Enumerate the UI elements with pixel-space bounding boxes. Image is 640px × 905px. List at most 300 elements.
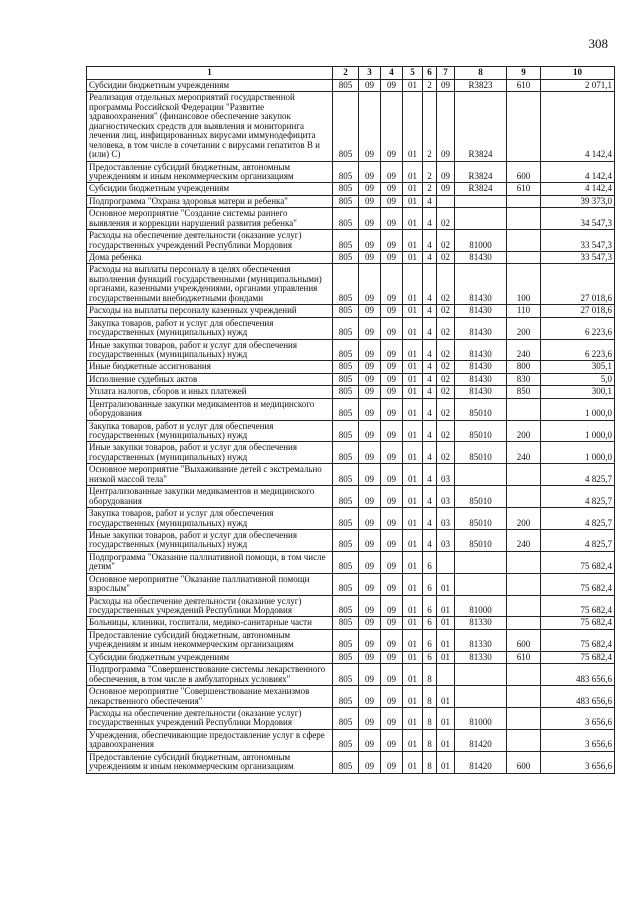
col-9-cell xyxy=(507,729,541,751)
row-name-cell: Иные закупки товаров, работ и услуг для обеспечения государственных (муниципальных) нужд xyxy=(87,339,333,361)
col-4-cell: 09 xyxy=(381,161,403,183)
col-6-cell: 4 xyxy=(423,386,437,398)
col-3-cell: 09 xyxy=(359,305,381,317)
col-2-cell: 805 xyxy=(333,729,359,751)
amount-cell: 483 656,6 xyxy=(541,686,615,708)
row-name-cell: Предоставление субсидий бюджетным, автономным учреждениям и иным некоммерческим организациям xyxy=(87,629,333,651)
col-7-cell: 02 xyxy=(437,442,455,464)
col-7-cell: 02 xyxy=(437,386,455,398)
table-row xyxy=(87,617,615,629)
col-6-cell: 8 xyxy=(423,707,437,729)
column-header: 4 xyxy=(381,67,403,80)
col-8-cell xyxy=(455,573,507,595)
col-9-cell: 830 xyxy=(507,373,541,385)
col-3-cell: 09 xyxy=(359,208,381,230)
amount-cell: 1 000,0 xyxy=(541,420,615,442)
col-8-cell: R3824 xyxy=(455,161,507,183)
col-4-cell: 09 xyxy=(381,486,403,508)
amount-cell: 75 682,4 xyxy=(541,595,615,617)
col-6-cell: 2 xyxy=(423,80,437,92)
col-2-cell: 805 xyxy=(333,80,359,92)
col-7-cell: 09 xyxy=(437,161,455,183)
amount-cell: 5,0 xyxy=(541,373,615,385)
col-7-cell: 01 xyxy=(437,729,455,751)
table-row xyxy=(87,464,615,486)
col-9-cell xyxy=(507,664,541,686)
col-2-cell: 805 xyxy=(333,373,359,385)
row-name-cell: Иные закупки товаров, работ и услуг для обеспечения государственных (муниципальных) нужд xyxy=(87,442,333,464)
col-8-cell: 85010 xyxy=(455,529,507,551)
table-row xyxy=(87,92,615,161)
col-4-cell: 09 xyxy=(381,595,403,617)
table-row xyxy=(87,420,615,442)
amount-cell: 4 142,4 xyxy=(541,92,615,161)
col-7-cell: 01 xyxy=(437,629,455,651)
col-5-cell: 01 xyxy=(403,486,423,508)
col-5-cell: 01 xyxy=(403,373,423,385)
column-header: 9 xyxy=(507,67,541,80)
row-name-cell: Субсидии бюджетным учреждениям xyxy=(87,651,333,663)
col-8-cell: 85010 xyxy=(455,508,507,530)
col-6-cell: 2 xyxy=(423,92,437,161)
row-name-cell: Закупка товаров, работ и услуг для обеспечения государственных (муниципальных) нужд xyxy=(87,508,333,530)
col-8-cell: 85010 xyxy=(455,486,507,508)
col-7-cell: 03 xyxy=(437,529,455,551)
col-6-cell: 8 xyxy=(423,751,437,773)
col-6-cell: 2 xyxy=(423,183,437,195)
table-row xyxy=(87,551,615,573)
col-9-cell xyxy=(507,707,541,729)
col-6-cell: 2 xyxy=(423,161,437,183)
col-6-cell: 4 xyxy=(423,486,437,508)
row-name-cell: Основное мероприятие "Создание системы раннего выявления и коррекции нарушений развития ребенка" xyxy=(87,208,333,230)
col-5-cell: 01 xyxy=(403,651,423,663)
col-6-cell: 6 xyxy=(423,595,437,617)
col-2-cell: 805 xyxy=(333,361,359,373)
table-row xyxy=(87,398,615,420)
col-7-cell: 02 xyxy=(437,420,455,442)
table-row xyxy=(87,317,615,339)
col-6-cell: 4 xyxy=(423,508,437,530)
col-5-cell: 01 xyxy=(403,161,423,183)
col-5-cell: 01 xyxy=(403,529,423,551)
table-row xyxy=(87,729,615,751)
table-row xyxy=(87,339,615,361)
col-3-cell: 09 xyxy=(359,664,381,686)
col-7-cell: 01 xyxy=(437,617,455,629)
amount-cell: 1 000,0 xyxy=(541,442,615,464)
column-header: 10 xyxy=(541,67,615,80)
col-2-cell: 805 xyxy=(333,183,359,195)
amount-cell: 27 018,6 xyxy=(541,305,615,317)
col-6-cell: 4 xyxy=(423,361,437,373)
col-8-cell: 81330 xyxy=(455,629,507,651)
row-name-cell: Иные бюджетные ассигнования xyxy=(87,361,333,373)
column-header: 1 xyxy=(87,67,333,80)
col-9-cell: 200 xyxy=(507,420,541,442)
col-2-cell: 805 xyxy=(333,551,359,573)
row-name-cell: Расходы на обеспечение деятельности (оказание услуг) государственных учреждений Республики Мордовия xyxy=(87,595,333,617)
col-5-cell: 01 xyxy=(403,208,423,230)
col-3-cell: 09 xyxy=(359,551,381,573)
budget-table xyxy=(86,66,615,774)
col-4-cell: 09 xyxy=(381,252,403,264)
col-2-cell: 805 xyxy=(333,230,359,252)
row-name-cell: Предоставление субсидий бюджетным, автономным учреждениям и иным некоммерческим организациям xyxy=(87,751,333,773)
table-row xyxy=(87,208,615,230)
col-5-cell: 01 xyxy=(403,664,423,686)
row-name-cell: Предоставление субсидий бюджетным, автономным учреждениям и иным некоммерческим организациям xyxy=(87,161,333,183)
col-9-cell xyxy=(507,486,541,508)
col-9-cell xyxy=(507,464,541,486)
col-2-cell: 805 xyxy=(333,398,359,420)
col-5-cell: 01 xyxy=(403,317,423,339)
amount-cell: 4 825,7 xyxy=(541,508,615,530)
col-2-cell: 805 xyxy=(333,595,359,617)
col-2-cell: 805 xyxy=(333,252,359,264)
col-4-cell: 09 xyxy=(381,573,403,595)
col-4-cell: 09 xyxy=(381,617,403,629)
col-9-cell: 600 xyxy=(507,629,541,651)
col-5-cell: 01 xyxy=(403,617,423,629)
table-row xyxy=(87,508,615,530)
row-name-cell: Субсидии бюджетным учреждениям xyxy=(87,183,333,195)
col-2-cell: 805 xyxy=(333,751,359,773)
col-8-cell: 81420 xyxy=(455,729,507,751)
row-name-cell: Расходы на обеспечение деятельности (оказание услуг) государственных учреждений Республики Мордовия xyxy=(87,230,333,252)
col-2-cell: 805 xyxy=(333,651,359,663)
col-9-cell xyxy=(507,595,541,617)
col-2-cell: 805 xyxy=(333,686,359,708)
table-row xyxy=(87,686,615,708)
col-9-cell xyxy=(507,92,541,161)
col-6-cell: 4 xyxy=(423,252,437,264)
col-5-cell: 01 xyxy=(403,551,423,573)
col-7-cell: 02 xyxy=(437,208,455,230)
column-header: 6 xyxy=(423,67,437,80)
col-4-cell: 09 xyxy=(381,317,403,339)
col-6-cell: 4 xyxy=(423,373,437,385)
col-8-cell: 85010 xyxy=(455,442,507,464)
col-8-cell: 81430 xyxy=(455,386,507,398)
col-9-cell xyxy=(507,398,541,420)
table-row xyxy=(87,529,615,551)
col-3-cell: 09 xyxy=(359,398,381,420)
col-4-cell: 09 xyxy=(381,339,403,361)
row-name-cell: Реализация отдельных мероприятий государственной программы Российской Федерации "Развитие здравоохранения" (финансовое обеспечение закупок диагностических средств для выявления и мониторинга лечения лиц, инфицированных вирусами иммунодефицита человека, в том числе в сочетании с вирусами гепатитов В и (или) С) xyxy=(87,92,333,161)
col-3-cell: 09 xyxy=(359,486,381,508)
col-9-cell: 610 xyxy=(507,80,541,92)
col-2-cell: 805 xyxy=(333,386,359,398)
col-8-cell: 81420 xyxy=(455,751,507,773)
col-5-cell: 01 xyxy=(403,305,423,317)
col-7-cell: 02 xyxy=(437,339,455,361)
col-8-cell: 81000 xyxy=(455,230,507,252)
col-5-cell: 01 xyxy=(403,386,423,398)
col-3-cell: 09 xyxy=(359,595,381,617)
col-6-cell: 4 xyxy=(423,208,437,230)
col-3-cell: 09 xyxy=(359,617,381,629)
col-9-cell xyxy=(507,573,541,595)
row-name-cell: Централизованные закупки медикаментов и медицинского оборудования xyxy=(87,398,333,420)
col-2-cell: 805 xyxy=(333,664,359,686)
col-4-cell: 09 xyxy=(381,264,403,305)
col-5-cell: 01 xyxy=(403,595,423,617)
amount-cell: 33 547,3 xyxy=(541,252,615,264)
col-8-cell xyxy=(455,686,507,708)
col-3-cell: 09 xyxy=(359,529,381,551)
col-7-cell xyxy=(437,551,455,573)
row-name-cell: Исполнение судебных актов xyxy=(87,373,333,385)
amount-cell: 3 656,6 xyxy=(541,751,615,773)
amount-cell: 2 071,1 xyxy=(541,80,615,92)
col-2-cell: 805 xyxy=(333,617,359,629)
col-9-cell: 800 xyxy=(507,361,541,373)
col-9-cell xyxy=(507,208,541,230)
amount-cell: 6 223,6 xyxy=(541,317,615,339)
col-8-cell: 85010 xyxy=(455,420,507,442)
col-4-cell: 09 xyxy=(381,686,403,708)
row-name-cell: Основное мероприятие "Совершенствование механизмов лекарственного обеспечения" xyxy=(87,686,333,708)
col-7-cell: 02 xyxy=(437,264,455,305)
amount-cell: 4 142,4 xyxy=(541,161,615,183)
table-row xyxy=(87,183,615,195)
row-name-cell: Подпрограмма "Охрана здоровья матери и ребенка" xyxy=(87,195,333,207)
col-2-cell: 805 xyxy=(333,161,359,183)
col-8-cell xyxy=(455,464,507,486)
col-4-cell: 09 xyxy=(381,92,403,161)
col-6-cell: 4 xyxy=(423,442,437,464)
col-6-cell: 4 xyxy=(423,264,437,305)
col-3-cell: 09 xyxy=(359,252,381,264)
col-4-cell: 09 xyxy=(381,420,403,442)
col-4-cell: 09 xyxy=(381,464,403,486)
col-4-cell: 09 xyxy=(381,751,403,773)
col-4-cell: 09 xyxy=(381,183,403,195)
col-3-cell: 09 xyxy=(359,317,381,339)
col-5-cell: 01 xyxy=(403,686,423,708)
table-row xyxy=(87,595,615,617)
col-7-cell: 02 xyxy=(437,317,455,339)
col-7-cell: 09 xyxy=(437,183,455,195)
amount-cell: 4 142,4 xyxy=(541,183,615,195)
col-7-cell: 03 xyxy=(437,486,455,508)
amount-cell: 75 682,4 xyxy=(541,629,615,651)
col-9-cell xyxy=(507,230,541,252)
col-9-cell xyxy=(507,195,541,207)
column-header: 8 xyxy=(455,67,507,80)
row-name-cell: Подпрограмма "Совершенствование системы лекарственного обеспечения, в том числе в амбулаторных условиях" xyxy=(87,664,333,686)
col-4-cell: 09 xyxy=(381,195,403,207)
col-3-cell: 09 xyxy=(359,442,381,464)
table-row xyxy=(87,573,615,595)
col-5-cell: 01 xyxy=(403,707,423,729)
col-4-cell: 09 xyxy=(381,386,403,398)
col-6-cell: 6 xyxy=(423,651,437,663)
col-3-cell: 09 xyxy=(359,339,381,361)
col-2-cell: 805 xyxy=(333,508,359,530)
col-8-cell: 85010 xyxy=(455,398,507,420)
col-7-cell: 03 xyxy=(437,464,455,486)
amount-cell: 4 825,7 xyxy=(541,486,615,508)
table-row xyxy=(87,386,615,398)
col-8-cell: 81430 xyxy=(455,339,507,361)
row-name-cell: Основное мероприятие "Оказание паллиативной помощи взрослым" xyxy=(87,573,333,595)
col-4-cell: 09 xyxy=(381,442,403,464)
col-6-cell: 4 xyxy=(423,305,437,317)
col-6-cell: 4 xyxy=(423,398,437,420)
row-name-cell: Дома ребенка xyxy=(87,252,333,264)
col-8-cell: 81330 xyxy=(455,617,507,629)
col-2-cell: 805 xyxy=(333,573,359,595)
col-2-cell: 805 xyxy=(333,264,359,305)
col-6-cell: 6 xyxy=(423,617,437,629)
amount-cell: 1 000,0 xyxy=(541,398,615,420)
col-3-cell: 09 xyxy=(359,464,381,486)
table-row xyxy=(87,305,615,317)
col-5-cell: 01 xyxy=(403,264,423,305)
col-6-cell: 8 xyxy=(423,686,437,708)
col-9-cell: 200 xyxy=(507,317,541,339)
col-8-cell: 81430 xyxy=(455,317,507,339)
col-5-cell: 01 xyxy=(403,729,423,751)
col-8-cell: 81430 xyxy=(455,373,507,385)
amount-cell: 75 682,4 xyxy=(541,617,615,629)
table-row xyxy=(87,442,615,464)
col-5-cell: 01 xyxy=(403,464,423,486)
amount-cell: 75 682,4 xyxy=(541,551,615,573)
col-9-cell: 610 xyxy=(507,183,541,195)
col-3-cell: 09 xyxy=(359,264,381,305)
col-4-cell: 09 xyxy=(381,208,403,230)
col-4-cell: 09 xyxy=(381,373,403,385)
amount-cell: 4 825,7 xyxy=(541,529,615,551)
col-2-cell: 805 xyxy=(333,629,359,651)
col-3-cell: 09 xyxy=(359,729,381,751)
col-3-cell: 09 xyxy=(359,573,381,595)
col-5-cell: 01 xyxy=(403,420,423,442)
col-3-cell: 09 xyxy=(359,508,381,530)
col-4-cell: 09 xyxy=(381,529,403,551)
col-3-cell: 09 xyxy=(359,707,381,729)
row-name-cell: Иные закупки товаров, работ и услуг для обеспечения государственных (муниципальных) нужд xyxy=(87,529,333,551)
col-7-cell: 03 xyxy=(437,508,455,530)
col-8-cell: R3824 xyxy=(455,183,507,195)
row-name-cell: Расходы на выплаты персоналу в целях обеспечения выполнения функций государственными (муниципальными) органами, казенными учреждениями, органами управления государственными внебюджетными фондами xyxy=(87,264,333,305)
col-5-cell: 01 xyxy=(403,629,423,651)
row-name-cell: Расходы на выплаты персоналу казенных учреждений xyxy=(87,305,333,317)
col-4-cell: 09 xyxy=(381,80,403,92)
col-6-cell: 4 xyxy=(423,317,437,339)
col-2-cell: 805 xyxy=(333,339,359,361)
col-2-cell: 805 xyxy=(333,464,359,486)
amount-cell: 3 656,6 xyxy=(541,707,615,729)
col-3-cell: 09 xyxy=(359,651,381,663)
col-3-cell: 09 xyxy=(359,80,381,92)
amount-cell: 483 656,6 xyxy=(541,664,615,686)
table-row xyxy=(87,161,615,183)
col-7-cell: 01 xyxy=(437,595,455,617)
col-8-cell: 81430 xyxy=(455,264,507,305)
col-9-cell: 610 xyxy=(507,651,541,663)
col-6-cell: 4 xyxy=(423,420,437,442)
column-header: 7 xyxy=(437,67,455,80)
col-8-cell: 81430 xyxy=(455,252,507,264)
col-7-cell: 01 xyxy=(437,751,455,773)
col-3-cell: 09 xyxy=(359,629,381,651)
col-5-cell: 01 xyxy=(403,751,423,773)
col-4-cell: 09 xyxy=(381,230,403,252)
col-7-cell: 01 xyxy=(437,573,455,595)
col-3-cell: 09 xyxy=(359,373,381,385)
table-row xyxy=(87,80,615,92)
col-2-cell: 805 xyxy=(333,92,359,161)
col-3-cell: 09 xyxy=(359,751,381,773)
table-row xyxy=(87,195,615,207)
col-4-cell: 09 xyxy=(381,551,403,573)
col-7-cell: 02 xyxy=(437,305,455,317)
col-9-cell xyxy=(507,686,541,708)
col-6-cell: 6 xyxy=(423,629,437,651)
col-3-cell: 09 xyxy=(359,195,381,207)
col-2-cell: 805 xyxy=(333,420,359,442)
col-5-cell: 01 xyxy=(403,442,423,464)
col-5-cell: 01 xyxy=(403,252,423,264)
row-name-cell: Субсидии бюджетным учреждениям xyxy=(87,80,333,92)
col-2-cell: 805 xyxy=(333,208,359,230)
col-5-cell: 01 xyxy=(403,339,423,361)
col-4-cell: 09 xyxy=(381,508,403,530)
col-6-cell: 4 xyxy=(423,464,437,486)
col-7-cell: 01 xyxy=(437,651,455,663)
col-8-cell xyxy=(455,664,507,686)
column-header: 5 xyxy=(403,67,423,80)
col-7-cell xyxy=(437,195,455,207)
col-8-cell: 81000 xyxy=(455,707,507,729)
col-4-cell: 09 xyxy=(381,398,403,420)
col-9-cell: 600 xyxy=(507,161,541,183)
col-8-cell xyxy=(455,551,507,573)
col-3-cell: 09 xyxy=(359,92,381,161)
col-9-cell xyxy=(507,252,541,264)
col-4-cell: 09 xyxy=(381,664,403,686)
amount-cell: 6 223,6 xyxy=(541,339,615,361)
col-5-cell: 01 xyxy=(403,361,423,373)
amount-cell: 75 682,4 xyxy=(541,651,615,663)
col-3-cell: 09 xyxy=(359,420,381,442)
table-row xyxy=(87,651,615,663)
table-row xyxy=(87,373,615,385)
col-5-cell: 01 xyxy=(403,398,423,420)
amount-cell: 39 373,0 xyxy=(541,195,615,207)
col-3-cell: 09 xyxy=(359,361,381,373)
col-6-cell: 4 xyxy=(423,529,437,551)
amount-cell: 3 656,6 xyxy=(541,729,615,751)
row-name-cell: Учреждения, обеспечивающие предоставление услуг в сфере здравоохранения xyxy=(87,729,333,751)
col-9-cell: 240 xyxy=(507,529,541,551)
col-4-cell: 09 xyxy=(381,361,403,373)
col-2-cell: 805 xyxy=(333,442,359,464)
col-2-cell: 805 xyxy=(333,486,359,508)
table-header-row xyxy=(87,67,615,80)
row-name-cell: Расходы на обеспечение деятельности (оказание услуг) государственных учреждений Республики Мордовия xyxy=(87,707,333,729)
amount-cell: 4 825,7 xyxy=(541,464,615,486)
col-8-cell: 81430 xyxy=(455,361,507,373)
col-4-cell: 09 xyxy=(381,729,403,751)
column-header: 2 xyxy=(333,67,359,80)
col-8-cell: 81330 xyxy=(455,651,507,663)
col-4-cell: 09 xyxy=(381,629,403,651)
